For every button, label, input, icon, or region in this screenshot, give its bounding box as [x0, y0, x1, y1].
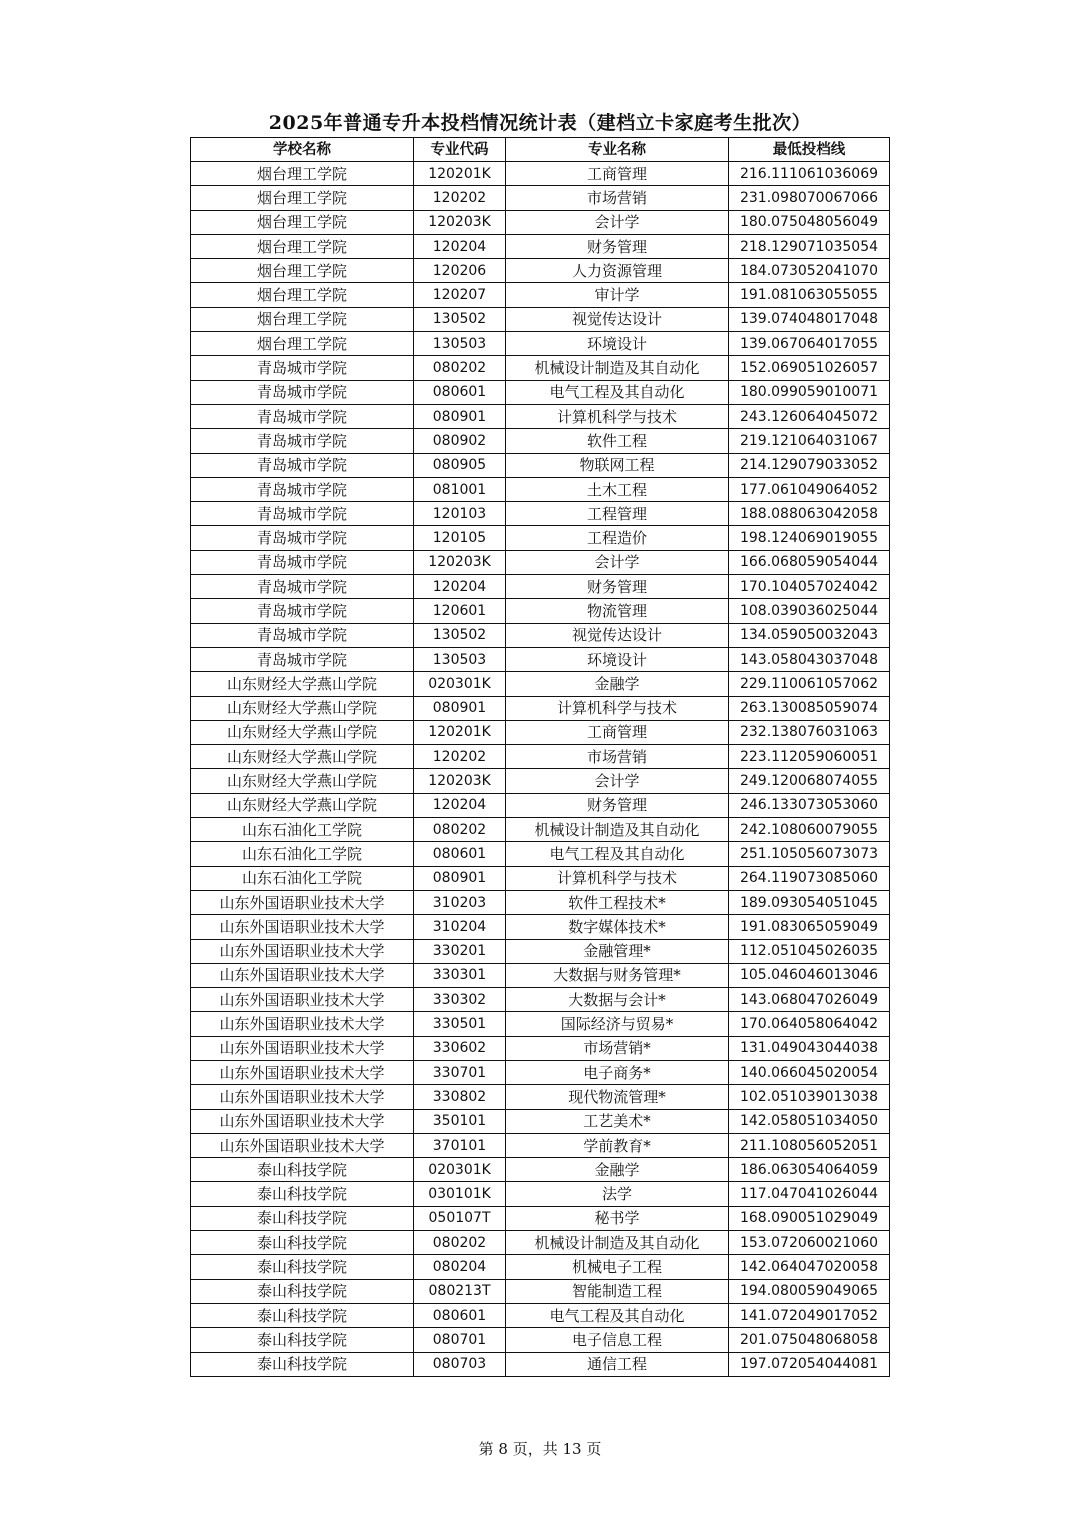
school-cell: 泰山科技学院 — [191, 1158, 414, 1182]
table-body — [191, 162, 890, 1377]
school-cell: 山东财经大学燕山学院 — [191, 793, 414, 817]
min-score-cell: 141.072049017052 — [729, 1303, 890, 1327]
table-row — [191, 356, 890, 380]
table-row — [191, 988, 890, 1012]
major-code-cell: 330301 — [414, 963, 506, 987]
major-code-cell: 130502 — [414, 307, 506, 331]
major-code-cell: 330302 — [414, 988, 506, 1012]
school-cell: 山东财经大学燕山学院 — [191, 672, 414, 696]
major-name-cell: 电子商务* — [506, 1060, 729, 1084]
school-cell: 山东外国语职业技术大学 — [191, 1133, 414, 1157]
table-row — [191, 793, 890, 817]
min-score-cell: 216.111061036069 — [729, 162, 890, 186]
major-code-cell: 080701 — [414, 1328, 506, 1352]
min-score-cell: 243.126064045072 — [729, 404, 890, 428]
major-name-cell: 计算机科学与技术 — [506, 866, 729, 890]
major-code-cell: 120202 — [414, 745, 506, 769]
table-row — [191, 404, 890, 428]
min-score-cell: 249.120068074055 — [729, 769, 890, 793]
min-score-cell: 153.072060021060 — [729, 1231, 890, 1255]
table-row — [191, 720, 890, 744]
major-name-cell: 工商管理 — [506, 162, 729, 186]
school-cell: 山东石油化工学院 — [191, 866, 414, 890]
major-name-cell: 视觉传达设计 — [506, 307, 729, 331]
school-cell: 青岛城市学院 — [191, 526, 414, 550]
major-name-cell: 通信工程 — [506, 1352, 729, 1376]
major-code-cell: 330201 — [414, 939, 506, 963]
major-name-cell: 金融学 — [506, 1158, 729, 1182]
major-name-cell: 工艺美术* — [506, 1109, 729, 1133]
major-code-cell: 370101 — [414, 1133, 506, 1157]
school-cell: 青岛城市学院 — [191, 502, 414, 526]
school-cell: 泰山科技学院 — [191, 1182, 414, 1206]
min-score-cell: 229.110061057062 — [729, 672, 890, 696]
min-score-cell: 223.112059060051 — [729, 745, 890, 769]
school-cell: 烟台理工学院 — [191, 210, 414, 234]
header-min-score: 最低投档线 — [729, 138, 890, 162]
major-name-cell: 软件工程 — [506, 429, 729, 453]
major-code-cell: 120203K — [414, 769, 506, 793]
school-cell: 泰山科技学院 — [191, 1352, 414, 1376]
min-score-cell: 246.133073053060 — [729, 793, 890, 817]
table-row — [191, 1231, 890, 1255]
school-cell: 烟台理工学院 — [191, 307, 414, 331]
major-code-cell: 130502 — [414, 623, 506, 647]
min-score-cell: 143.058043037048 — [729, 647, 890, 671]
school-cell: 烟台理工学院 — [191, 186, 414, 210]
page-title: 2025年普通专升本投档情况统计表（建档立卡家庭考生批次） — [268, 112, 812, 134]
major-name-cell: 会计学 — [506, 210, 729, 234]
table-row — [191, 1109, 890, 1133]
min-score-cell: 219.121064031067 — [729, 429, 890, 453]
table-row — [191, 818, 890, 842]
min-score-cell: 134.059050032043 — [729, 623, 890, 647]
header-school: 学校名称 — [191, 138, 414, 162]
min-score-cell: 168.090051029049 — [729, 1206, 890, 1230]
table-row — [191, 234, 890, 258]
school-cell: 山东石油化工学院 — [191, 818, 414, 842]
school-cell: 青岛城市学院 — [191, 453, 414, 477]
school-cell: 烟台理工学院 — [191, 332, 414, 356]
major-name-cell: 国际经济与贸易* — [506, 1012, 729, 1036]
major-name-cell: 金融管理* — [506, 939, 729, 963]
major-name-cell: 秘书学 — [506, 1206, 729, 1230]
major-code-cell: 330501 — [414, 1012, 506, 1036]
major-code-cell: 080213T — [414, 1279, 506, 1303]
min-score-cell: 170.104057024042 — [729, 575, 890, 599]
school-cell: 青岛城市学院 — [191, 550, 414, 574]
header-major-code: 专业代码 — [414, 138, 506, 162]
min-score-cell: 188.088063042058 — [729, 502, 890, 526]
school-cell: 山东外国语职业技术大学 — [191, 1060, 414, 1084]
school-cell: 泰山科技学院 — [191, 1206, 414, 1230]
school-cell: 山东外国语职业技术大学 — [191, 1012, 414, 1036]
major-name-cell: 电气工程及其自动化 — [506, 1303, 729, 1327]
major-code-cell: 120203K — [414, 210, 506, 234]
table-row — [191, 647, 890, 671]
min-score-cell: 140.066045020054 — [729, 1060, 890, 1084]
major-name-cell: 机械设计制造及其自动化 — [506, 818, 729, 842]
major-code-cell: 120204 — [414, 793, 506, 817]
major-code-cell: 080703 — [414, 1352, 506, 1376]
major-code-cell: 330701 — [414, 1060, 506, 1084]
table-row — [191, 477, 890, 501]
table-row — [191, 1352, 890, 1376]
table-row — [191, 1182, 890, 1206]
min-score-cell: 117.047041026044 — [729, 1182, 890, 1206]
school-cell: 山东外国语职业技术大学 — [191, 915, 414, 939]
major-code-cell: 050107T — [414, 1206, 506, 1230]
table-row — [191, 1255, 890, 1279]
table-row — [191, 672, 890, 696]
major-code-cell: 080601 — [414, 842, 506, 866]
min-score-cell: 139.067064017055 — [729, 332, 890, 356]
header-major-name: 专业名称 — [506, 138, 729, 162]
table-row — [191, 210, 890, 234]
min-score-cell: 218.129071035054 — [729, 234, 890, 258]
school-cell: 烟台理工学院 — [191, 259, 414, 283]
table-row — [191, 162, 890, 186]
table-row — [191, 866, 890, 890]
school-cell: 山东财经大学燕山学院 — [191, 745, 414, 769]
school-cell: 山东外国语职业技术大学 — [191, 890, 414, 914]
school-cell: 泰山科技学院 — [191, 1231, 414, 1255]
major-name-cell: 物流管理 — [506, 599, 729, 623]
min-score-cell: 231.098070067066 — [729, 186, 890, 210]
table-header-row — [191, 138, 890, 162]
table-row — [191, 1303, 890, 1327]
min-score-cell: 180.099059010071 — [729, 380, 890, 404]
major-name-cell: 市场营销* — [506, 1036, 729, 1060]
min-score-cell: 142.058051034050 — [729, 1109, 890, 1133]
min-score-cell: 201.075048068058 — [729, 1328, 890, 1352]
table-row — [191, 502, 890, 526]
min-score-cell: 232.138076031063 — [729, 720, 890, 744]
major-code-cell: 080905 — [414, 453, 506, 477]
major-name-cell: 计算机科学与技术 — [506, 696, 729, 720]
school-cell: 青岛城市学院 — [191, 623, 414, 647]
major-name-cell: 智能制造工程 — [506, 1279, 729, 1303]
major-name-cell: 大数据与财务管理* — [506, 963, 729, 987]
major-name-cell: 电气工程及其自动化 — [506, 380, 729, 404]
admission-table — [190, 137, 890, 1377]
table-row — [191, 939, 890, 963]
table-row — [191, 745, 890, 769]
school-cell: 烟台理工学院 — [191, 162, 414, 186]
school-cell: 山东外国语职业技术大学 — [191, 963, 414, 987]
school-cell: 青岛城市学院 — [191, 380, 414, 404]
major-code-cell: 120202 — [414, 186, 506, 210]
school-cell: 山东外国语职业技术大学 — [191, 1036, 414, 1060]
table-row — [191, 429, 890, 453]
major-code-cell: 120201K — [414, 162, 506, 186]
major-code-cell: 120204 — [414, 234, 506, 258]
table-row — [191, 186, 890, 210]
school-cell: 青岛城市学院 — [191, 647, 414, 671]
major-code-cell: 310203 — [414, 890, 506, 914]
major-code-cell: 080601 — [414, 380, 506, 404]
min-score-cell: 143.068047026049 — [729, 988, 890, 1012]
major-code-cell: 020301K — [414, 672, 506, 696]
major-name-cell: 人力资源管理 — [506, 259, 729, 283]
school-cell: 山东外国语职业技术大学 — [191, 1085, 414, 1109]
min-score-cell: 142.064047020058 — [729, 1255, 890, 1279]
school-cell: 泰山科技学院 — [191, 1255, 414, 1279]
school-cell: 青岛城市学院 — [191, 575, 414, 599]
major-name-cell: 工商管理 — [506, 720, 729, 744]
major-code-cell: 080601 — [414, 1303, 506, 1327]
major-name-cell: 大数据与会计* — [506, 988, 729, 1012]
table-row — [191, 842, 890, 866]
table-row — [191, 1060, 890, 1084]
major-code-cell: 080901 — [414, 866, 506, 890]
min-score-cell: 105.046046013046 — [729, 963, 890, 987]
major-code-cell: 120207 — [414, 283, 506, 307]
table-row — [191, 453, 890, 477]
major-name-cell: 视觉传达设计 — [506, 623, 729, 647]
major-name-cell: 会计学 — [506, 550, 729, 574]
min-score-cell: 189.093054051045 — [729, 890, 890, 914]
table-row — [191, 332, 890, 356]
school-cell: 青岛城市学院 — [191, 404, 414, 428]
table-row — [191, 1036, 890, 1060]
table-row — [191, 259, 890, 283]
major-name-cell: 财务管理 — [506, 575, 729, 599]
major-name-cell: 工程造价 — [506, 526, 729, 550]
min-score-cell: 242.108060079055 — [729, 818, 890, 842]
major-code-cell: 080202 — [414, 356, 506, 380]
major-name-cell: 现代物流管理* — [506, 1085, 729, 1109]
table-row — [191, 1133, 890, 1157]
major-name-cell: 学前教育* — [506, 1133, 729, 1157]
table-row — [191, 915, 890, 939]
major-name-cell: 财务管理 — [506, 234, 729, 258]
school-cell: 山东财经大学燕山学院 — [191, 769, 414, 793]
min-score-cell: 108.039036025044 — [729, 599, 890, 623]
major-code-cell: 120601 — [414, 599, 506, 623]
table-row — [191, 575, 890, 599]
major-code-cell: 130503 — [414, 332, 506, 356]
major-name-cell: 环境设计 — [506, 332, 729, 356]
major-code-cell: 120105 — [414, 526, 506, 550]
major-code-cell: 020301K — [414, 1158, 506, 1182]
table-row — [191, 890, 890, 914]
table-row — [191, 1328, 890, 1352]
min-score-cell: 214.129079033052 — [729, 453, 890, 477]
min-score-cell: 184.073052041070 — [729, 259, 890, 283]
min-score-cell: 191.081063055055 — [729, 283, 890, 307]
major-code-cell: 130503 — [414, 647, 506, 671]
major-name-cell: 会计学 — [506, 769, 729, 793]
major-name-cell: 机械设计制造及其自动化 — [506, 356, 729, 380]
major-name-cell: 电气工程及其自动化 — [506, 842, 729, 866]
major-name-cell: 法学 — [506, 1182, 729, 1206]
school-cell: 青岛城市学院 — [191, 477, 414, 501]
table-row — [191, 1085, 890, 1109]
school-cell: 青岛城市学院 — [191, 599, 414, 623]
table-row — [191, 963, 890, 987]
major-code-cell: 120203K — [414, 550, 506, 574]
major-code-cell: 120206 — [414, 259, 506, 283]
min-score-cell: 139.074048017048 — [729, 307, 890, 331]
min-score-cell: 170.064058064042 — [729, 1012, 890, 1036]
school-cell: 青岛城市学院 — [191, 429, 414, 453]
table-row — [191, 1012, 890, 1036]
major-code-cell: 080202 — [414, 818, 506, 842]
major-name-cell: 市场营销 — [506, 186, 729, 210]
major-name-cell: 物联网工程 — [506, 453, 729, 477]
major-code-cell: 080204 — [414, 1255, 506, 1279]
major-name-cell: 财务管理 — [506, 793, 729, 817]
major-name-cell: 金融学 — [506, 672, 729, 696]
school-cell: 青岛城市学院 — [191, 356, 414, 380]
min-score-cell: 131.049043044038 — [729, 1036, 890, 1060]
min-score-cell: 102.051039013038 — [729, 1085, 890, 1109]
page-footer: 第 8 页，共 13 页 — [478, 1440, 602, 1458]
min-score-cell: 197.072054044081 — [729, 1352, 890, 1376]
major-code-cell: 350101 — [414, 1109, 506, 1133]
school-cell: 山东外国语职业技术大学 — [191, 939, 414, 963]
table-row — [191, 307, 890, 331]
major-name-cell: 机械设计制造及其自动化 — [506, 1231, 729, 1255]
major-name-cell: 软件工程技术* — [506, 890, 729, 914]
school-cell: 泰山科技学院 — [191, 1279, 414, 1303]
table-row — [191, 1279, 890, 1303]
major-code-cell: 120201K — [414, 720, 506, 744]
major-code-cell: 080901 — [414, 404, 506, 428]
min-score-cell: 177.061049064052 — [729, 477, 890, 501]
major-code-cell: 030101K — [414, 1182, 506, 1206]
major-name-cell: 电子信息工程 — [506, 1328, 729, 1352]
min-score-cell: 263.130085059074 — [729, 696, 890, 720]
major-code-cell: 080202 — [414, 1231, 506, 1255]
min-score-cell: 152.069051026057 — [729, 356, 890, 380]
min-score-cell: 186.063054064059 — [729, 1158, 890, 1182]
school-cell: 泰山科技学院 — [191, 1328, 414, 1352]
table-row — [191, 550, 890, 574]
major-name-cell: 计算机科学与技术 — [506, 404, 729, 428]
school-cell: 山东外国语职业技术大学 — [191, 1109, 414, 1133]
major-name-cell: 机械电子工程 — [506, 1255, 729, 1279]
school-cell: 山东财经大学燕山学院 — [191, 696, 414, 720]
table-row — [191, 769, 890, 793]
table-row — [191, 283, 890, 307]
major-name-cell: 工程管理 — [506, 502, 729, 526]
min-score-cell: 166.068059054044 — [729, 550, 890, 574]
major-code-cell: 081001 — [414, 477, 506, 501]
school-cell: 烟台理工学院 — [191, 283, 414, 307]
min-score-cell: 198.124069019055 — [729, 526, 890, 550]
min-score-cell: 112.051045026035 — [729, 939, 890, 963]
school-cell: 山东石油化工学院 — [191, 842, 414, 866]
min-score-cell: 194.080059049065 — [729, 1279, 890, 1303]
table-row — [191, 1206, 890, 1230]
table-row — [191, 1158, 890, 1182]
table-row — [191, 526, 890, 550]
major-code-cell: 330602 — [414, 1036, 506, 1060]
table-row — [191, 696, 890, 720]
major-code-cell: 080901 — [414, 696, 506, 720]
major-code-cell: 310204 — [414, 915, 506, 939]
table-row — [191, 599, 890, 623]
min-score-cell: 264.119073085060 — [729, 866, 890, 890]
major-name-cell: 数字媒体技术* — [506, 915, 729, 939]
major-name-cell: 土木工程 — [506, 477, 729, 501]
school-cell: 山东财经大学燕山学院 — [191, 720, 414, 744]
major-name-cell: 市场营销 — [506, 745, 729, 769]
major-name-cell: 环境设计 — [506, 647, 729, 671]
min-score-cell: 191.083065059049 — [729, 915, 890, 939]
min-score-cell: 180.075048056049 — [729, 210, 890, 234]
min-score-cell: 251.105056073073 — [729, 842, 890, 866]
min-score-cell: 211.108056052051 — [729, 1133, 890, 1157]
major-code-cell: 120204 — [414, 575, 506, 599]
major-code-cell: 330802 — [414, 1085, 506, 1109]
school-cell: 泰山科技学院 — [191, 1303, 414, 1327]
school-cell: 山东外国语职业技术大学 — [191, 988, 414, 1012]
major-code-cell: 120103 — [414, 502, 506, 526]
table-row — [191, 380, 890, 404]
major-name-cell: 审计学 — [506, 283, 729, 307]
major-code-cell: 080902 — [414, 429, 506, 453]
table-row — [191, 623, 890, 647]
school-cell: 烟台理工学院 — [191, 234, 414, 258]
